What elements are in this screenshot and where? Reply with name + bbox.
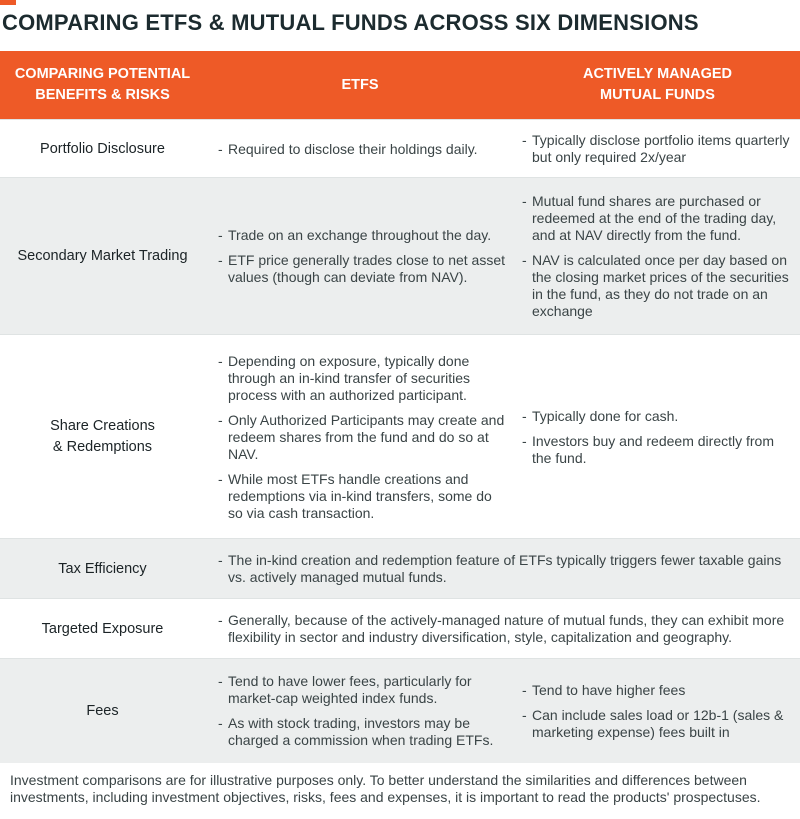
accent-mark [0,0,16,5]
combined-bullet: - The in-kind creation and redemption feature of ETFs typically triggers fewer taxable gains vs. actively managed mutual funds. [218,552,794,586]
mutual-fund-bullet: - Mutual fund shares are purchased or redeemed at the end of the trading day, and at NAV directly from the fund. [522,193,794,244]
row-label-line: Tax Efficiency [58,560,147,577]
mutual-fund-bullet: - Typically disclose portfolio items quarterly but only required 2x/year [522,132,794,166]
mutual-fund-cell [522,659,794,763]
etf-bullet: - Required to disclose their holdings daily. [218,141,508,158]
row-label [0,178,205,335]
header-benefits-risks-line: BENEFITS & RISKS [35,87,170,103]
etf-bullet: - While most ETFs handle creations and redemptions via in-kind transfers, some do so via cash transaction. [218,471,508,522]
mutual-fund-bullet: - NAV is calculated once per day based on the closing market prices of the securities in the fund, as they do not trade on an exchange [522,252,794,320]
page-title: COMPARING ETFS & MUTUAL FUNDS ACROSS SIX DIMENSIONS [2,10,699,35]
etf-bullet: - ETF price generally trades close to net asset values (though can deviate from NAV). [218,252,508,286]
mutual-fund-bullet: - Typically done for cash. [522,408,794,425]
mutual-fund-bullet: - Can include sales load or 12b-1 (sales & marketing expense) fees built in [522,707,794,741]
row-label [0,539,205,599]
etf-bullet: - Tend to have lower fees, particularly for market-cap weighted index funds. [218,673,508,707]
mutual-fund-cell [522,335,794,539]
header-benefits-risks [0,51,205,119]
etf-cell [218,178,508,335]
mutual-fund-bullet: - Investors buy and redeem directly from the fund. [522,433,794,467]
combined-cell [218,599,794,659]
row-targeted-exposure [0,598,800,659]
header-mutual-funds-line: ACTIVELY MANAGED [582,66,733,82]
header-mutual-funds [515,51,800,119]
etf-cell [218,659,508,763]
row-label [0,120,205,178]
table-header [0,51,800,119]
row-portfolio-disclosure [0,119,800,178]
combined-bullet: - Generally, because of the actively-managed nature of mutual funds, they can exhibit more flexibility in sector and industry diversification, style, capitalization and geography. [218,612,794,646]
row-label [0,335,205,539]
header-mutual-funds-line: MUTUAL FUNDS [600,87,715,103]
disclaimer-footnote: Investment comparisons are for illustrative purposes only. To better understand the similarities and differences between investments, including investment objectives, risks, fees and expenses, it is important to read the products' prospectuses. [10,772,761,805]
row-secondary-market-trading [0,177,800,335]
etf-bullet: - Trade on an exchange throughout the day. [218,227,508,244]
row-label-line: Portfolio Disclosure [40,140,165,157]
row-tax-efficiency [0,538,800,599]
mutual-fund-bullet: - Tend to have higher fees [522,682,794,699]
etf-cell [218,120,508,178]
row-fees [0,658,800,763]
combined-cell [218,539,794,599]
etf-bullet: - Only Authorized Participants may create and redeem shares from the fund and do so at NAV. [218,412,508,463]
header-etfs: ETFS [341,76,379,93]
row-label [0,659,205,763]
mutual-fund-cell [522,178,794,335]
row-share-creations-redemptions [0,334,800,539]
row-label-line: Share Creations [50,418,155,434]
row-label-line: Fees [86,702,119,719]
etf-cell [218,335,508,539]
row-label [0,599,205,659]
mutual-fund-cell [522,120,794,178]
row-label-line: Secondary Market Trading [17,248,188,264]
etf-bullet: - Depending on exposure, typically done through an in-kind transfer of securities process with an authorized participant. [218,353,508,404]
row-label-line: Targeted Exposure [41,620,164,637]
etf-bullet: - As with stock trading, investors may be charged a commission when trading ETFs. [218,715,508,749]
header-benefits-risks-line: COMPARING POTENTIAL [14,66,191,82]
row-label-line: & Redemptions [52,439,153,455]
